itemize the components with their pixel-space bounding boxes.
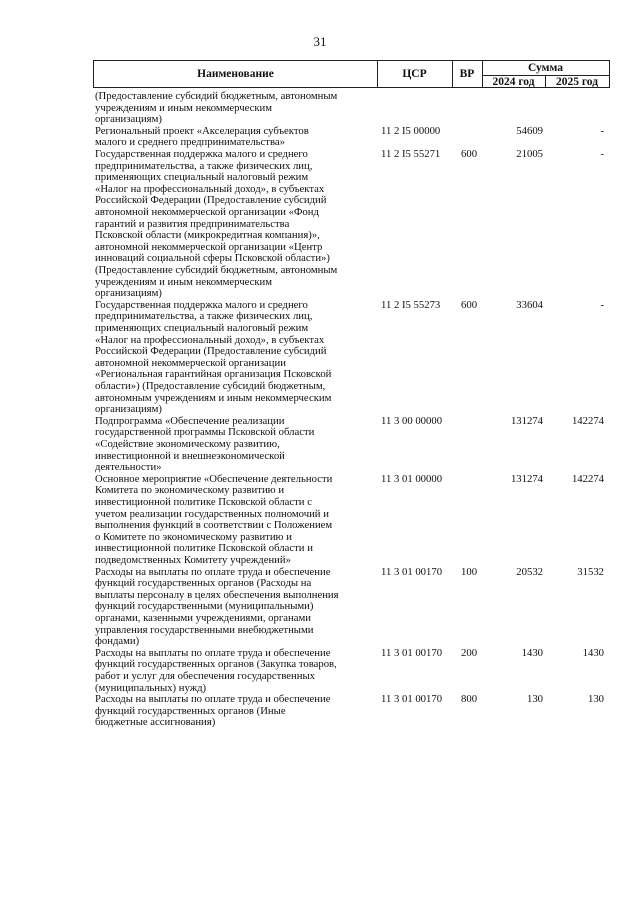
header-vr: ВР xyxy=(452,61,483,87)
row-name-line: (Предоставление субсидий бюджетным, автономным xyxy=(95,263,338,276)
row-name-line: Расходы на выплаты по оплате труда и обеспечение xyxy=(95,646,331,659)
row-name xyxy=(95,416,367,474)
row-name xyxy=(95,149,367,300)
row-name-line: деятельности» xyxy=(95,461,162,474)
row-name-line: управления государственными внебюджетными xyxy=(95,623,314,636)
row-name-line: бюджетные ассигнования) xyxy=(95,716,216,729)
row-name-line: «Налог на профессиональный доход», в субъектах xyxy=(95,333,325,346)
row-sum-2024: 131274 xyxy=(510,472,543,485)
row-name-line: выполнения функций в соответствии с Положением xyxy=(95,519,333,532)
header-name: Наименование xyxy=(94,61,378,87)
row-name-line: Псковской области (микрокредитная компания)», xyxy=(95,229,320,242)
row-name-line: Государственная поддержка малого и среднего xyxy=(95,298,308,311)
row-name-line: Подпрограмма «Обеспечение реализации xyxy=(95,414,285,427)
header-year-2024: 2024 год xyxy=(482,75,546,88)
row-name-line: гарантий и развития предпринимательства xyxy=(95,217,290,230)
row-name-line: учреждениям и иным некоммерческим xyxy=(95,275,273,288)
header-csr: ЦСР xyxy=(377,61,453,87)
row-vr: 600 xyxy=(461,298,478,311)
row-name-line: «Налог на профессиональный доход», в субъектах xyxy=(95,182,325,195)
row-sum-2025: 142274 xyxy=(571,414,604,427)
row-name-line: подведомственных Комитету учреждений» xyxy=(95,553,291,566)
row-name-line: функций государственных органов (Закупка товаров, xyxy=(95,658,337,671)
row-sum-2025: - xyxy=(600,298,604,311)
row-name-line: применяющих специальный налоговый режим xyxy=(95,321,309,334)
row-name-line: Региональный проект «Акселерация субъектов xyxy=(95,124,309,137)
row-vr: 600 xyxy=(461,148,478,160)
row-name-line: выплаты персоналу в целях обеспечения выполнения xyxy=(95,588,339,601)
row-name-line: автономной некоммерческой организации xyxy=(95,356,286,369)
row-name xyxy=(95,694,367,729)
row-sum-2024: 54609 xyxy=(516,124,543,137)
row-name-line: функций государственными (муниципальными) xyxy=(95,600,314,613)
row-name-line: инноваций социальной сферы Псковской области») xyxy=(95,252,330,265)
row-name-line: «Содействие экономическому развитию, xyxy=(95,437,280,450)
row-vr: 200 xyxy=(461,646,478,659)
row-name-line: (Предоставление субсидий бюджетным, автономным xyxy=(95,90,338,102)
row-name xyxy=(95,126,367,149)
row-name xyxy=(95,91,367,126)
row-name-line: организациям) xyxy=(95,113,162,126)
row-name-line: автономной некоммерческой организации «Фонд xyxy=(95,205,319,218)
row-name-line: предпринимательства, а также физических лиц, xyxy=(95,310,313,323)
row-name-line: Российской Федерации (Предоставление субсидий xyxy=(95,194,327,207)
row-name-line: функций государственных органов (Иные xyxy=(95,704,286,717)
row-csr: 11 3 01 00170 xyxy=(381,693,443,706)
row-name-line: малого и среднего предпринимательства» xyxy=(95,136,285,149)
row-name-line: Расходы на выплаты по оплате труда и обеспечение xyxy=(95,565,331,578)
row-name-line: «Региональная гарантийная организация Псковской xyxy=(95,368,332,381)
row-name-line: области») (Предоставление субсидий бюджетным, xyxy=(95,379,326,392)
row-name-line: государственной программы Псковской области xyxy=(95,426,315,439)
row-sum-2024: 130 xyxy=(526,693,543,706)
row-vr: 800 xyxy=(461,693,478,706)
row-sum-2024: 1430 xyxy=(521,646,543,659)
page-number: 31 xyxy=(313,34,327,49)
row-name-line: автономным учреждениям и иным некоммерческим xyxy=(95,391,332,404)
row-name-line: Государственная поддержка малого и среднего xyxy=(95,148,308,160)
row-name-line: организациям) xyxy=(95,287,162,300)
row-name-line: органами, казенными учреждениями, органами xyxy=(95,611,311,624)
row-name xyxy=(95,300,367,416)
row-sum-2025: 1430 xyxy=(582,646,604,659)
row-name-line: инвестиционной политике Псковской области и xyxy=(95,542,313,555)
row-csr: 11 2 I5 00000 xyxy=(381,124,441,137)
row-name-line: Российской Федерации (Предоставление субсидий xyxy=(95,345,327,358)
row-name-line: организациям) xyxy=(95,403,162,416)
row-name-line: работ и услуг для обеспечения государственных xyxy=(95,669,316,682)
header-sum-group xyxy=(482,61,609,87)
header-sum: Сумма xyxy=(482,61,609,76)
row-sum-2024: 131274 xyxy=(510,414,543,427)
row-name-line: фондами) xyxy=(95,635,140,648)
row-name-line: функций государственных органов (Расходы на xyxy=(95,577,312,590)
row-sum-2025: - xyxy=(600,148,604,160)
row-name-line: о Комитете по экономическому развитию и xyxy=(95,530,292,543)
row-name-line: учреждениям и иным некоммерческим xyxy=(95,101,273,114)
row-vr: 100 xyxy=(461,565,478,578)
header-year-2025: 2025 год xyxy=(555,75,599,88)
row-sum-2024: 33604 xyxy=(516,298,543,311)
row-csr: 11 2 I5 55271 xyxy=(381,148,441,160)
row-sum-2025: 142274 xyxy=(571,472,604,485)
row-name-line: Основное мероприятие «Обеспечение деятельности xyxy=(95,472,333,485)
row-name-line: предпринимательства, а также физических лиц, xyxy=(95,159,313,172)
row-sum-2024: 21005 xyxy=(516,148,543,160)
row-csr: 11 3 00 00000 xyxy=(381,414,443,427)
row-name-line: (муниципальных) нужд) xyxy=(95,681,207,694)
row-sum-2025: 31532 xyxy=(577,565,604,578)
row-name xyxy=(95,474,367,567)
row-csr: 11 3 01 00170 xyxy=(381,646,443,659)
row-csr: 11 3 01 00000 xyxy=(381,472,443,485)
row-sum-2024: 20532 xyxy=(516,565,543,578)
table-header xyxy=(93,60,610,88)
row-sum-2025: 130 xyxy=(587,693,604,706)
row-name xyxy=(95,648,367,694)
row-name-line: учетом реализации государственных полномочий и xyxy=(95,507,329,520)
row-name-line: Расходы на выплаты по оплате труда и обеспечение xyxy=(95,693,331,706)
row-name-line: автономной некоммерческой организации «Центр xyxy=(95,240,323,253)
row-name xyxy=(95,567,367,648)
row-name-line: инвестиционной политике Псковской области с xyxy=(95,495,312,508)
row-name-line: Комитета по экономическому развитию и xyxy=(95,484,285,497)
row-name-line: применяющих специальный налоговый режим xyxy=(95,171,309,184)
row-csr: 11 3 01 00170 xyxy=(381,565,443,578)
row-sum-2025: - xyxy=(600,124,604,137)
row-name-line: инвестиционной и внешнеэкономической xyxy=(95,449,285,462)
row-csr: 11 2 I5 55273 xyxy=(381,298,441,311)
